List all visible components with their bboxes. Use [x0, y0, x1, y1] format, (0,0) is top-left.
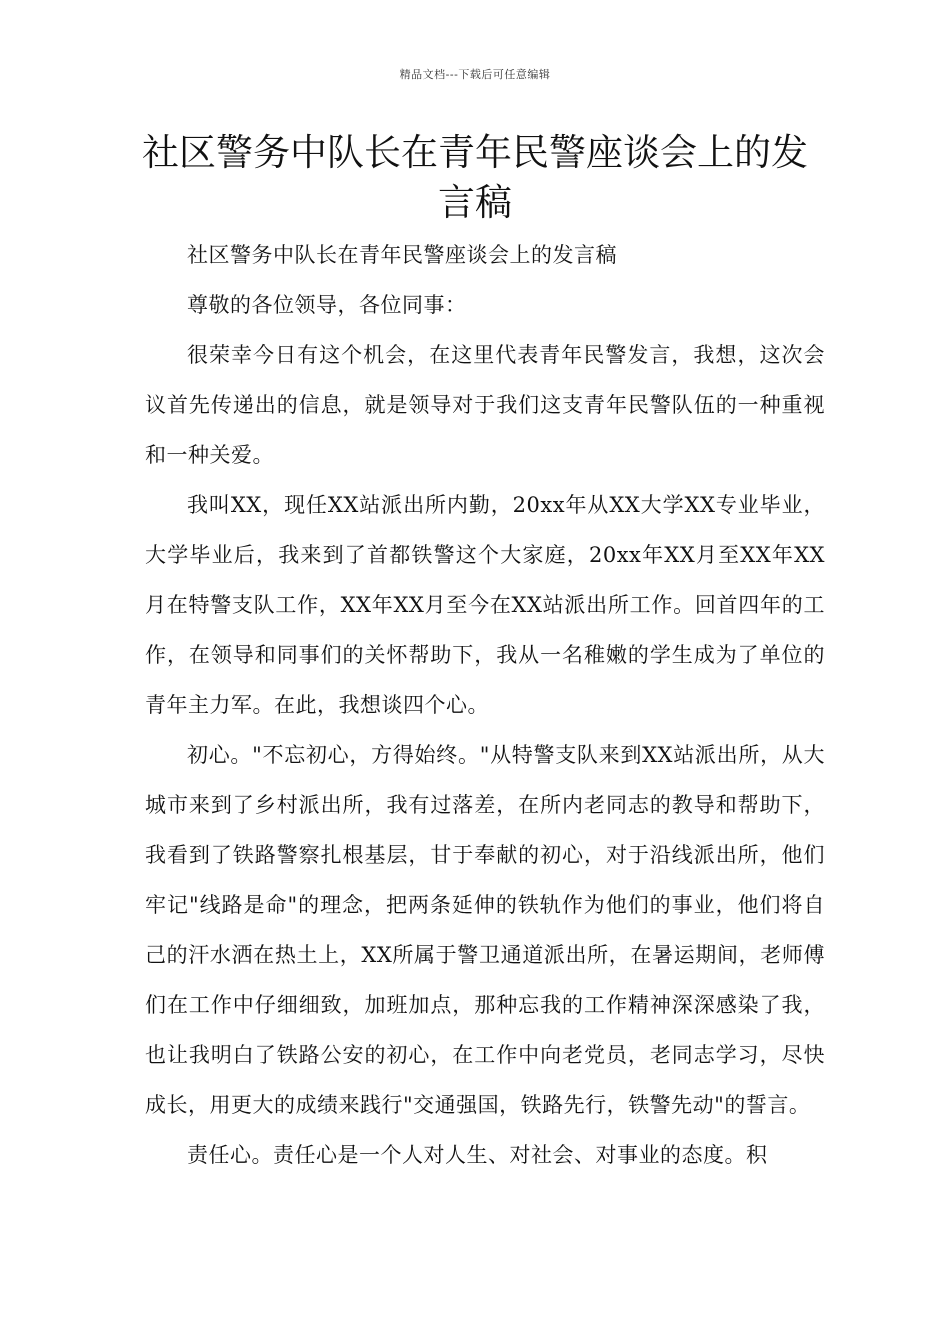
paragraph-opening: 很荣幸今日有这个机会，在这里代表青年民警发言，我想，这次会议首先传递出的信息，就是领导对于我们这支青年民警队伍的一种重视和一种关爱。: [145, 343, 825, 467]
document-body: [145, 230, 825, 1180]
paragraph-salutation: 尊敬的各位领导，各位同事：: [187, 293, 467, 317]
paragraph-responsibility: 责任心。责任心是一个人对人生、对社会、对事业的态度。积: [187, 1143, 768, 1167]
paragraph-introduction: 我叫XX，现任XX站派出所内勤，20xx年从XX大学XX专业毕业，大学毕业后，我来到了首都铁警这个大家庭，20xx年XX月至XX年XX月在特警支队工作，XX年XX月至今在XX站派出所工作。回首四年的工作，在领导和同事们的关怀帮助下，我从一名稚嫩的学生成为了单位的青年主力军。在此，我想谈四个心。: [145, 493, 825, 717]
paragraph-subtitle: 社区警务中队长在青年民警座谈会上的发言稿: [187, 243, 617, 267]
header-note: 精品文档---下载后可任意编辑: [399, 68, 551, 81]
paragraph-original-intention: 初心。"不忘初心，方得始终。"从特警支队来到XX站派出所，从大城市来到了乡村派出所，我有过落差，在所内老同志的教导和帮助下，我看到了铁路警察扎根基层，甘于奉献的初心，对于沿线派出所，他们牢记"线路是命"的理念，把两条延伸的铁轨作为他们的事业，他们将自己的汗水洒在热土上，XX所属于警卫通道派出所，在暑运期间，老师傅们在工作中仔细细致，加班加点，那种忘我的工作精神深深感染了我，也让我明白了铁路公安的初心，在工作中向老党员，老同志学习，尽快成长，用更大的成绩来践行"交通强国，铁路先行，铁警先动"的誓言。: [145, 743, 825, 1117]
document-title: 社区警务中队长在青年民警座谈会上的发言稿: [142, 131, 808, 224]
